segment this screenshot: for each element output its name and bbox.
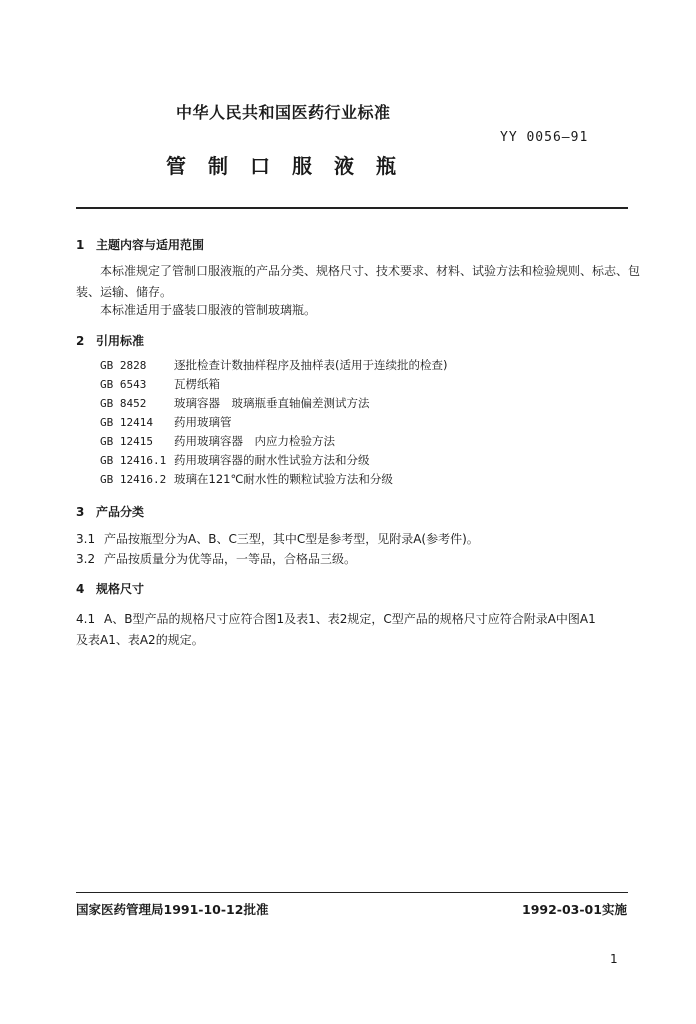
title-char: 口 [250,154,270,178]
reference-item [100,413,447,432]
reference-code: GB 12416.1 [100,454,167,467]
reference-item [100,451,447,470]
section-number: 4 [76,582,85,596]
reference-title: 玻璃容器 玻璃瓶垂直轴偏差测试方法 [174,396,370,410]
reference-code: GB 8452 [100,397,147,410]
section-1-para-1-line-2: 装、运输、储存。 [76,285,173,299]
title-char: 制 [208,154,228,178]
reference-code: GB 2828 [100,359,147,372]
clause-text: 产品按质量分为优等品，一等品，合格品三级。 [104,552,357,566]
clause-4-1-line-1 [76,610,596,627]
page-number: 1 [610,952,618,966]
standard-code: YY 0056—91 [500,130,589,145]
reference-item [100,375,447,394]
reference-item [100,356,447,375]
section-1-para-2: 本标准适用于盛装口服液的管制玻璃瓶。 [100,303,317,317]
reference-code: GB 12416.2 [100,473,167,486]
clause-number: 4.1 [76,612,96,626]
reference-code: GB 12415 [100,435,153,448]
reference-title: 药用玻璃容器 内应力检验方法 [174,434,335,448]
footer-divider [76,892,628,893]
section-number: 3 [76,505,85,519]
approval-info: 国家医药管理局1991-10-12批准 [76,902,269,917]
clause-number: 3.1 [76,532,96,546]
title-char: 管 [166,154,186,178]
section-2-heading [76,332,144,349]
clause-4-1-line-2: 及表A1、表A2的规定。 [76,633,204,647]
reference-title: 逐批检查计数抽样程序及抽样表(适用于连续批的检查) [174,358,448,372]
section-title: 规格尺寸 [96,582,145,596]
reference-item [100,394,447,413]
reference-list [100,356,447,489]
section-title: 引用标准 [96,334,145,348]
title-char: 服 [292,154,312,178]
clause-3-2 [76,550,356,567]
implementation-date: 1992-03-01实施 [522,902,627,917]
issuing-body-title: 中华人民共和国医药行业标准 [176,103,391,122]
section-1-para-1-line-1: 本标准规定了管制口服液瓶的产品分类、规格尺寸、技术要求、材料、试验方法和检验规则、标志、包 [100,264,641,278]
section-title: 主题内容与适用范围 [96,238,205,252]
section-number: 1 [76,238,85,252]
section-1-heading [76,236,204,253]
reference-code: GB 12414 [100,416,153,429]
clause-number: 3.2 [76,552,96,566]
clause-3-1 [76,530,479,547]
clause-text: A、B型产品的规格尺寸应符合图1及表1、表2规定，C型产品的规格尺寸应符合附录A中图A1 [104,612,596,626]
header-divider [76,207,628,209]
reference-title: 瓦楞纸箱 [174,377,220,391]
section-4-heading [76,580,144,597]
reference-title: 药用玻璃容器的耐水性试验方法和分级 [174,453,370,467]
title-char: 液 [334,154,354,178]
reference-item [100,432,447,451]
section-title: 产品分类 [96,505,145,519]
reference-title: 药用玻璃管 [174,415,232,429]
document-title [166,150,418,179]
section-number: 2 [76,334,85,348]
reference-item [100,470,447,489]
reference-code: GB 6543 [100,378,147,391]
title-char: 瓶 [376,154,396,178]
clause-text: 产品按瓶型分为A、B、C三型，其中C型是参考型，见附录A(参考件)。 [104,532,479,546]
section-3-heading [76,503,144,520]
reference-title: 玻璃在121℃耐水性的颗粒试验方法和分级 [174,472,393,486]
